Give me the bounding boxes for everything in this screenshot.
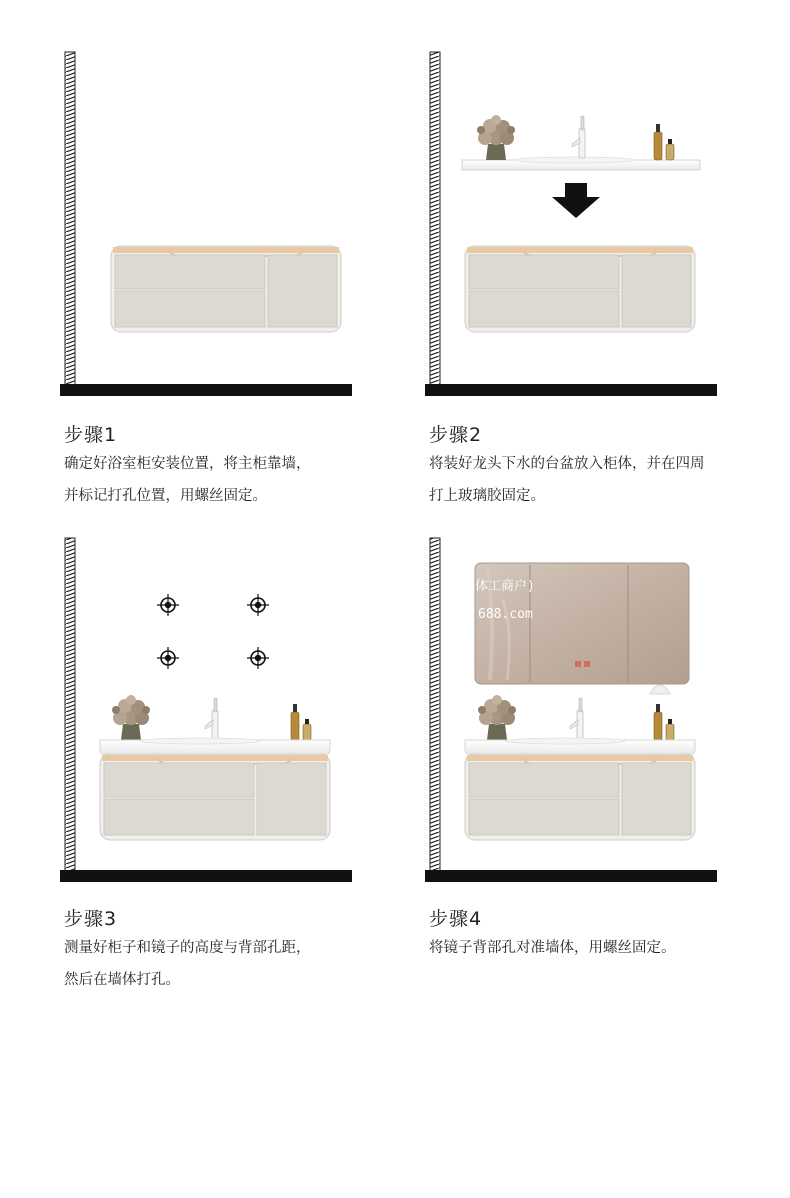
step-4-panel — [395, 520, 790, 1020]
step-2-line-1: 将装好龙头下水的台盆放入柜体，并在四周 — [429, 456, 705, 472]
step-3-title: 步骤3 — [64, 908, 118, 930]
step-3-description — [64, 932, 384, 996]
toiletry-bottles — [654, 704, 674, 740]
step-2-line-2: 打上玻璃胶固定。 — [429, 488, 545, 504]
floor — [60, 870, 352, 882]
step-4-line-1: 将镜子背部孔对准墙体，用螺丝固定。 — [429, 940, 676, 956]
faucet — [570, 698, 583, 740]
basin-countertop — [100, 738, 330, 754]
step-2-illustration — [395, 0, 790, 400]
potted-plant — [477, 115, 515, 160]
cabinet — [465, 246, 695, 332]
toiletry-bottles — [654, 124, 674, 160]
step-1-title: 步骤1 — [64, 424, 118, 446]
crosshair-icon — [247, 647, 269, 669]
potted-plant — [478, 695, 516, 740]
arrow-down-icon — [552, 183, 600, 218]
cabinet — [100, 754, 330, 840]
step-4-title: 步骤4 — [429, 908, 483, 930]
cabinet — [111, 246, 341, 332]
crosshair-icon — [157, 647, 179, 669]
crosshair-icon — [157, 594, 179, 616]
step-1-line-1: 确定好浴室柜安装位置，将主柜靠墙， — [64, 456, 311, 472]
cabinet — [465, 754, 695, 840]
floor — [60, 384, 352, 396]
wall — [65, 52, 75, 386]
potted-plant — [112, 695, 150, 740]
step-4-description — [429, 932, 774, 964]
step-3-line-2: 然后在墙体打孔。 — [64, 972, 180, 988]
crosshair-icon — [247, 594, 269, 616]
step-3-panel — [0, 520, 395, 1020]
faucet — [572, 116, 585, 158]
toiletry-bottles — [291, 704, 311, 740]
wall — [430, 52, 440, 386]
floor — [425, 384, 717, 396]
watermark-line-2: 688.com — [478, 607, 533, 622]
step-3-illustration — [0, 520, 395, 900]
step-1-panel — [0, 0, 395, 520]
watermark-line-1: 体工商户) — [475, 579, 535, 594]
step-2-panel — [395, 0, 790, 520]
step-4-illustration — [395, 520, 790, 900]
step-2-title: 步骤2 — [429, 424, 483, 446]
step-2-description — [429, 448, 774, 512]
wall — [65, 538, 75, 874]
faucet — [205, 698, 218, 740]
floor — [425, 870, 717, 882]
basin-countertop — [465, 738, 695, 754]
wall — [430, 538, 440, 874]
step-1-illustration — [0, 0, 395, 400]
step-1-line-2: 并标记打孔位置，用螺丝固定。 — [64, 488, 267, 504]
step-3-line-1: 测量好柜子和镜子的高度与背部孔距， — [64, 940, 311, 956]
step-1-description — [64, 448, 384, 512]
